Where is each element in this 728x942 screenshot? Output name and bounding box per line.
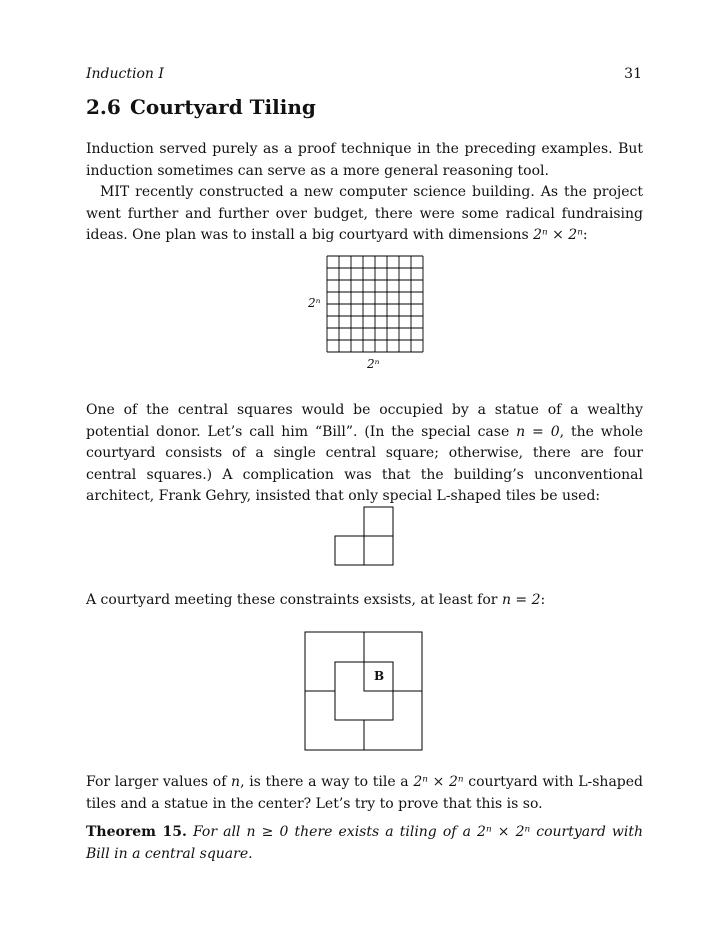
paragraph-text: , is there a way to tile a (240, 774, 414, 790)
running-header-chapter: Induction I (86, 66, 164, 82)
math-dims: 2ⁿ × 2ⁿ (413, 774, 464, 790)
paragraph-text: One of the central squares would be occupied by a statue of a wealthy potential donor. Let’s call him “Bill”. (In the special case (86, 402, 643, 440)
section-title: Courtyard Tiling (130, 95, 316, 119)
paragraph-text: MIT recently constructed a new computer science building. As the project went further and further over budget, there were some radical fundraising ideas. One plan was to install a big courtyard with dimensions (86, 184, 643, 243)
tiling-figure (305, 632, 422, 750)
paragraph-text: For larger values of (86, 774, 232, 790)
theorem-15 (86, 822, 643, 865)
page-number: 31 (624, 66, 642, 82)
paragraph-larger-values (86, 772, 643, 815)
l-tile-figure (335, 507, 393, 565)
theorem-text-part: courtyard with Bill in a central square. (86, 824, 643, 862)
theorem-label: Theorem 15. (86, 824, 187, 840)
theorem-text-part: there exists a tiling of a (288, 824, 478, 840)
math-n: n (231, 774, 241, 790)
l-tile-top-square (364, 507, 393, 536)
paragraph-mit (86, 182, 643, 247)
central-l-outline (335, 662, 393, 720)
courtyard-grid (327, 256, 423, 352)
l-tile-right-square (364, 536, 393, 565)
paragraph-intro: Induction served purely as a proof technique in the preceding examples. But induction sometimes can serve as a more general reasoning tool. (86, 141, 643, 179)
math-dims: 2ⁿ × 2ⁿ (533, 227, 583, 243)
math-n-eq-0: n = 0 (516, 423, 560, 440)
grid-side-label: 2ⁿ (308, 296, 321, 310)
tiling-outer-border (305, 632, 422, 750)
math-n-geq-0: n ≥ 0 (246, 824, 289, 840)
math-n-eq-2: n = 2 (501, 592, 541, 608)
theorem-text-part: For all (192, 824, 247, 840)
paragraph-text: courtyard with L-shaped tiles and a statue in the center? Let’s try to prove that this is so. (86, 774, 643, 812)
paragraph-text: : (582, 227, 588, 243)
paragraph-bill (86, 400, 643, 508)
paragraph-constraints (86, 590, 643, 612)
grid-bottom-label: 2ⁿ (367, 357, 380, 371)
statue-bill-label: B (374, 669, 385, 683)
paragraph-text: A courtyard meeting these constraints exsists, at least for (86, 592, 502, 608)
section-heading (86, 95, 316, 119)
math-dims: 2ⁿ × 2ⁿ (477, 824, 531, 840)
paragraph-text: , the whole courtyard consists of a single central square; otherwise, there are four central squares.) A complication was that the building’s unconventional architect, Frank Gehry, insisted that only special L-shaped tiles be used: (86, 423, 643, 504)
paragraph-text: : (540, 592, 546, 608)
section-number: 2.6 (86, 95, 121, 119)
l-tile-left-square (335, 536, 364, 565)
